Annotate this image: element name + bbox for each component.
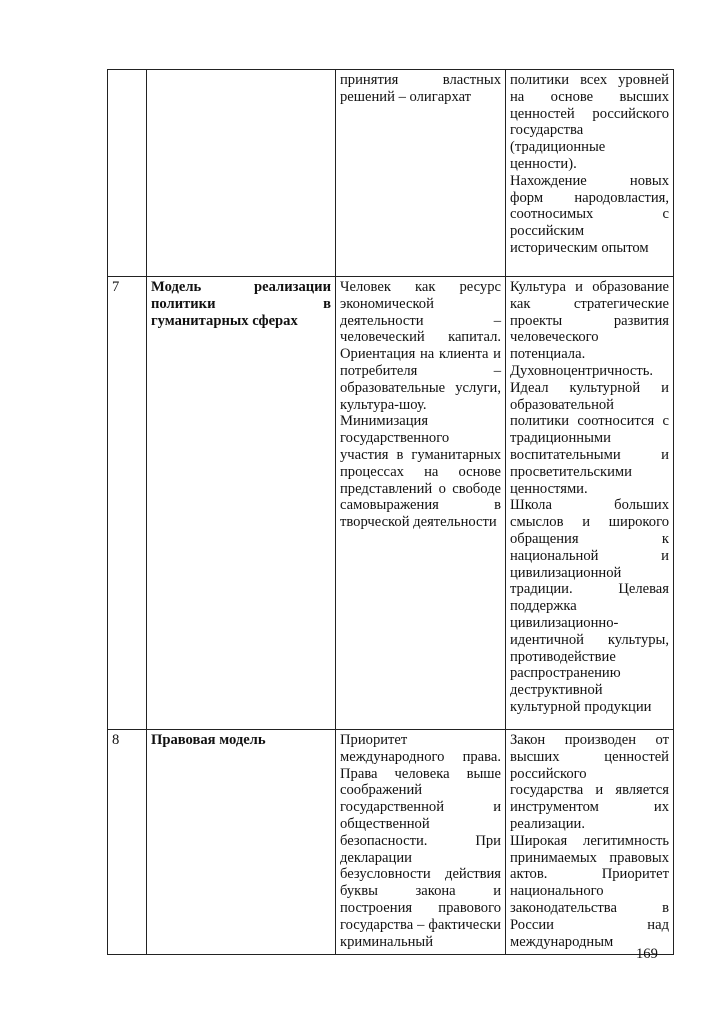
current-model-cell (336, 730, 506, 955)
cell-text-line: декларации (340, 849, 412, 866)
cell-text-line: Правовая модель (151, 732, 266, 748)
row-number-cell: 8 (108, 730, 147, 955)
cell-text-line: национальной и (510, 547, 669, 564)
cell-text-line: творческой деятельности (340, 514, 497, 531)
cell-text-line: государства – фактически (340, 916, 501, 933)
cell-text-line: человеческий капитал. (340, 329, 501, 346)
row-number-cell: 7 (108, 277, 147, 730)
current-model-cell (336, 70, 506, 277)
cell-text-line: участия в гуманитарных (340, 446, 501, 463)
model-name-cell (147, 277, 336, 730)
cell-text-line: просветительскими (510, 463, 632, 480)
cell-text-line: как стратегические (510, 295, 669, 312)
target-model-cell (506, 730, 674, 955)
cell-text-line: Идеал культурной и (510, 379, 669, 396)
cell-text-line: государства (510, 122, 584, 139)
table-row (108, 277, 674, 730)
cell-text-line: традиционными (510, 430, 611, 447)
cell-text-line: государственного (340, 430, 450, 447)
table-row (108, 730, 674, 955)
cell-text-line: экономической (340, 295, 434, 312)
cell-text-line: международным (510, 933, 614, 950)
table-row (108, 70, 674, 277)
cell-text-line: распространению (510, 665, 621, 682)
cell-text-line: процессах на основе (340, 463, 501, 480)
cell-text-line: образовательные услуги, (340, 379, 501, 396)
cell-text-line: Нахождение новых (510, 172, 669, 189)
target-model-cell (506, 277, 674, 730)
cell-text-line: государственной и (340, 799, 501, 816)
cell-text-line: актов. Приоритет (510, 866, 669, 883)
cell-text-line: на основе высших (510, 88, 669, 105)
cell-text-line: человеческого (510, 329, 599, 346)
cell-text-line: обращения к (510, 530, 669, 547)
cell-text-line: Модель реализации (151, 279, 331, 295)
cell-text-line: самовыражения в (340, 497, 501, 514)
cell-text-line: криминальный (340, 933, 434, 950)
cell-text-line: (традиционные (510, 139, 606, 156)
cell-text-line: ценностей российского (510, 105, 669, 122)
cell-text-line: Человек как ресурс (340, 279, 501, 295)
cell-text-line: буквы закона и (340, 883, 501, 900)
cell-text-line: поддержка (510, 598, 577, 615)
cell-text-line: международного права. (340, 748, 501, 765)
cell-text-line: решений – олигархат (340, 88, 472, 105)
cell-text-line: Права человека выше (340, 765, 501, 782)
cell-text-line: историческим опытом (510, 239, 649, 256)
cell-text-line: общественной (340, 815, 430, 832)
model-name-cell (147, 70, 336, 277)
cell-text-line: российского (510, 765, 587, 782)
cell-text-line: реализации. (510, 815, 585, 832)
cell-text-line: Духовноцентричность. (510, 362, 654, 379)
cell-text-line: национального (510, 883, 604, 900)
current-model-cell (336, 277, 506, 730)
model-name-cell (147, 730, 336, 955)
cell-text-line: высших ценностей (510, 748, 669, 765)
cell-text-line: образовательной (510, 396, 614, 413)
cell-text-line: политики всех уровней (510, 72, 669, 88)
cell-text-line: ценностями. (510, 480, 588, 497)
cell-text-line: ценности). (510, 155, 577, 172)
comparison-table (107, 69, 674, 955)
cell-text-line: России над (510, 916, 669, 933)
cell-text-line: потенциала. (510, 346, 586, 363)
cell-text-line: безусловности действия (340, 866, 501, 883)
cell-text-line: соображений (340, 782, 423, 799)
cell-text-line: Широкая легитимность (510, 832, 669, 849)
cell-text-line: Ориентация на клиента и (340, 346, 501, 363)
cell-text-line: традиции. Целевая (510, 581, 669, 598)
cell-text-line: гуманитарных сферах (151, 312, 298, 329)
row-number-cell (108, 70, 147, 277)
cell-text-line: соотносимых с (510, 206, 669, 223)
cell-text-line: Приоритет (340, 732, 408, 748)
cell-text-line: законодательства в (510, 899, 669, 916)
cell-text-line: инструментом их (510, 799, 669, 816)
cell-text-line: государства и является (510, 782, 669, 799)
cell-text-line: построения правового (340, 899, 501, 916)
cell-text-line: цивилизационной (510, 564, 622, 581)
cell-text-line: идентичной культуры, (510, 631, 669, 648)
cell-text-line: цивилизационно- (510, 614, 619, 631)
cell-text-line: деструктивной (510, 682, 603, 699)
cell-text-line: Минимизация (340, 413, 429, 430)
target-model-cell (506, 70, 674, 277)
cell-text-line: культура-шоу. (340, 396, 427, 413)
cell-text-line: принятия властных (340, 72, 501, 88)
cell-text-line: Закон производен от (510, 732, 669, 748)
cell-text-line: представлений о свободе (340, 480, 501, 497)
cell-text-line: российским (510, 223, 585, 240)
cell-text-line: проекты развития (510, 312, 669, 329)
cell-text-line: форм народовластия, (510, 189, 669, 206)
cell-text-line: безопасности. При (340, 832, 501, 849)
cell-text-line: потребителя – (340, 362, 501, 379)
cell-text-line: воспитательными и (510, 446, 669, 463)
cell-text-line: деятельности – (340, 312, 501, 329)
cell-text-line: противодействие (510, 648, 616, 665)
cell-text-line: политики соотносится с (510, 413, 669, 430)
cell-text-line: Культура и образование (510, 279, 669, 295)
cell-text-line: Школа больших (510, 497, 669, 514)
cell-text-line: политики в (151, 295, 331, 312)
cell-text-line: принимаемых правовых (510, 849, 669, 866)
cell-text-line: смыслов и широкого (510, 514, 669, 531)
cell-text-line: культурной продукции (510, 698, 652, 715)
page-number: 169 (636, 946, 658, 962)
